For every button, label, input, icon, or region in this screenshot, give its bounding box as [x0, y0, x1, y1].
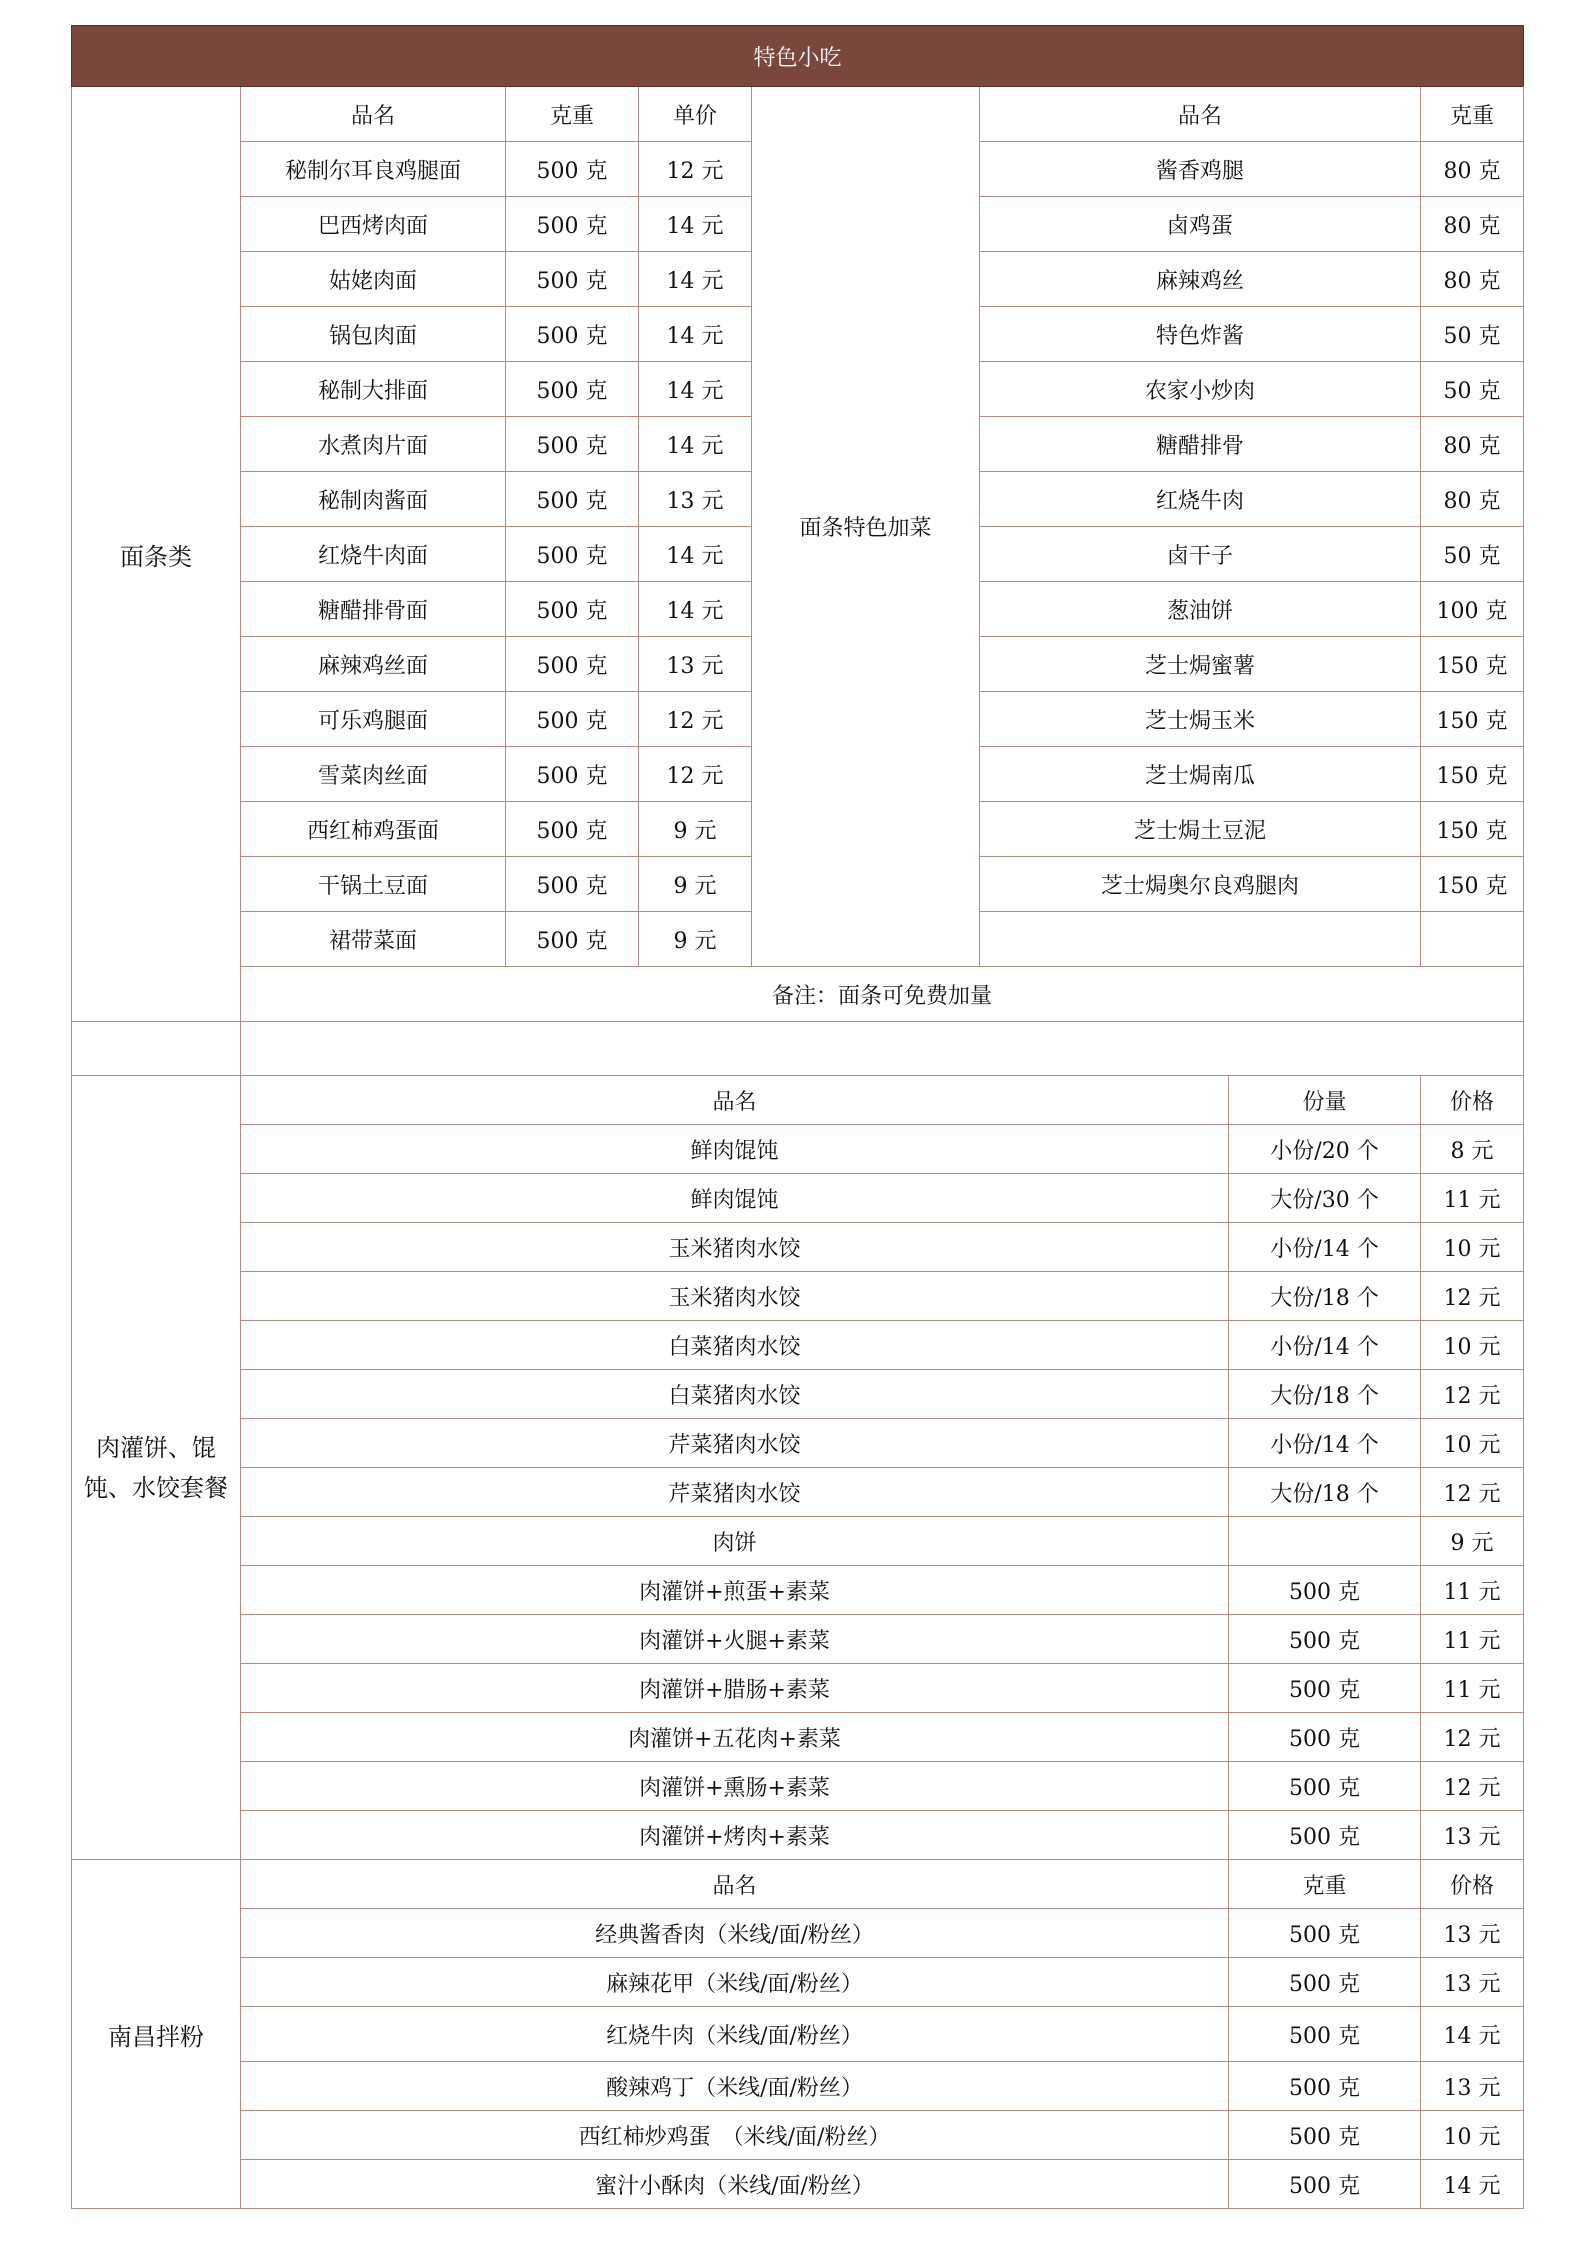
addon-name: 特色炸酱	[980, 307, 1421, 362]
item-price: 14 元	[639, 527, 752, 582]
item-name: 白菜猪肉水饺	[241, 1321, 1229, 1370]
item-weight: 500 克	[1229, 1909, 1421, 1958]
item-price: 10 元	[1421, 2111, 1524, 2160]
addon-weight: 80 克	[1421, 197, 1524, 252]
addon-name	[980, 912, 1421, 967]
addon-name: 芝士焗蜜薯	[980, 637, 1421, 692]
item-weight: 500 克	[506, 362, 639, 417]
item-name: 肉灌饼+烤肉+素菜	[241, 1811, 1229, 1860]
item-price: 13 元	[1421, 1811, 1524, 1860]
item-price: 13 元	[1421, 2062, 1524, 2111]
item-portion	[1229, 1517, 1421, 1566]
item-price: 12 元	[1421, 1713, 1524, 1762]
addon-weight: 50 克	[1421, 307, 1524, 362]
addon-weight: 50 克	[1421, 362, 1524, 417]
item-name: 鲜肉馄饨	[241, 1174, 1229, 1223]
addon-weight: 100 克	[1421, 582, 1524, 637]
menu-title: 特色小吃	[72, 26, 1524, 87]
item-price: 14 元	[639, 582, 752, 637]
item-price: 10 元	[1421, 1223, 1524, 1272]
combo-row	[72, 1566, 1524, 1615]
item-portion: 小份/14 个	[1229, 1223, 1421, 1272]
addon-weight: 80 克	[1421, 417, 1524, 472]
item-price: 10 元	[1421, 1419, 1524, 1468]
addon-name: 酱香鸡腿	[980, 142, 1421, 197]
combo-row	[72, 1811, 1524, 1860]
rice-row	[72, 2160, 1524, 2209]
item-weight: 500 克	[506, 197, 639, 252]
item-price: 12 元	[1421, 1762, 1524, 1811]
column-header-name: 品名	[241, 1076, 1229, 1125]
item-name: 白菜猪肉水饺	[241, 1370, 1229, 1419]
addon-name: 芝士焗奥尔良鸡腿肉	[980, 857, 1421, 912]
column-header-price: 价格	[1421, 1860, 1524, 1909]
addon-name: 芝士焗土豆泥	[980, 802, 1421, 857]
item-name: 秘制大排面	[241, 362, 506, 417]
item-price: 13 元	[639, 472, 752, 527]
item-name: 芹菜猪肉水饺	[241, 1419, 1229, 1468]
combo-row	[72, 1272, 1524, 1321]
item-price: 11 元	[1421, 1174, 1524, 1223]
item-name: 锅包肉面	[241, 307, 506, 362]
item-price: 13 元	[1421, 1909, 1524, 1958]
addon-name: 芝士焗玉米	[980, 692, 1421, 747]
item-price: 14 元	[639, 417, 752, 472]
item-price: 12 元	[639, 747, 752, 802]
item-price: 14 元	[1421, 2160, 1524, 2209]
item-portion: 大份/18 个	[1229, 1272, 1421, 1321]
addon-weight: 150 克	[1421, 857, 1524, 912]
item-price: 11 元	[1421, 1566, 1524, 1615]
combo-row	[72, 1615, 1524, 1664]
item-weight: 500 克	[506, 747, 639, 802]
column-header-weight: 克重	[1421, 87, 1524, 142]
item-name: 麻辣鸡丝面	[241, 637, 506, 692]
combo-row	[72, 1517, 1524, 1566]
noodles-header-row	[72, 87, 1524, 142]
item-price: 13 元	[1421, 1958, 1524, 2007]
item-name: 玉米猪肉水饺	[241, 1223, 1229, 1272]
item-weight: 500 克	[506, 142, 639, 197]
addon-weight: 150 克	[1421, 637, 1524, 692]
item-price: 12 元	[639, 142, 752, 197]
item-name: 酸辣鸡丁（米线/面/粉丝）	[241, 2062, 1229, 2111]
item-name: 玉米猪肉水饺	[241, 1272, 1229, 1321]
item-name: 秘制尔耳良鸡腿面	[241, 142, 506, 197]
rice-row	[72, 2062, 1524, 2111]
item-portion: 500 克	[1229, 1566, 1421, 1615]
combo-row	[72, 1713, 1524, 1762]
addon-name: 卤干子	[980, 527, 1421, 582]
addon-name: 麻辣鸡丝	[980, 252, 1421, 307]
column-header-name: 品名	[980, 87, 1421, 142]
empty-cell	[72, 1022, 241, 1076]
item-weight: 500 克	[506, 527, 639, 582]
item-weight: 500 克	[1229, 2160, 1421, 2209]
column-header-price: 价格	[1421, 1076, 1524, 1125]
item-price: 14 元	[639, 362, 752, 417]
item-portion: 大份/18 个	[1229, 1370, 1421, 1419]
item-name: 肉灌饼+熏肠+素菜	[241, 1762, 1229, 1811]
item-price: 8 元	[1421, 1125, 1524, 1174]
item-name: 经典酱香肉（米线/面/粉丝）	[241, 1909, 1229, 1958]
item-portion: 500 克	[1229, 1615, 1421, 1664]
item-portion: 小份/14 个	[1229, 1419, 1421, 1468]
item-price: 10 元	[1421, 1321, 1524, 1370]
item-name: 肉灌饼+火腿+素菜	[241, 1615, 1229, 1664]
item-price: 14 元	[639, 307, 752, 362]
item-price: 9 元	[1421, 1517, 1524, 1566]
column-header-weight: 克重	[506, 87, 639, 142]
addon-name: 葱油饼	[980, 582, 1421, 637]
item-weight: 500 克	[506, 252, 639, 307]
item-weight: 500 克	[506, 692, 639, 747]
item-price: 13 元	[639, 637, 752, 692]
addon-name: 芝士焗南瓜	[980, 747, 1421, 802]
item-price: 14 元	[639, 252, 752, 307]
item-name: 姑姥肉面	[241, 252, 506, 307]
addon-name: 糖醋排骨	[980, 417, 1421, 472]
item-weight: 500 克	[506, 307, 639, 362]
item-portion: 小份/20 个	[1229, 1125, 1421, 1174]
item-portion: 大份/18 个	[1229, 1468, 1421, 1517]
addon-weight	[1421, 912, 1524, 967]
combo-header-row	[72, 1076, 1524, 1125]
item-portion: 大份/30 个	[1229, 1174, 1421, 1223]
rice-row	[72, 2007, 1524, 2062]
item-name: 芹菜猪肉水饺	[241, 1468, 1229, 1517]
item-name: 干锅土豆面	[241, 857, 506, 912]
item-portion: 小份/14 个	[1229, 1321, 1421, 1370]
combo-row	[72, 1762, 1524, 1811]
combo-row	[72, 1223, 1524, 1272]
item-weight: 500 克	[506, 912, 639, 967]
menu-page	[71, 25, 1523, 2209]
addon-label: 面条特色加菜	[752, 87, 980, 967]
spacer-row	[72, 1022, 1524, 1076]
column-header-price: 单价	[639, 87, 752, 142]
combo-row	[72, 1125, 1524, 1174]
addon-weight: 150 克	[1421, 747, 1524, 802]
item-portion: 500 克	[1229, 1811, 1421, 1860]
column-header-name: 品名	[241, 1860, 1229, 1909]
item-price: 12 元	[639, 692, 752, 747]
combo-row	[72, 1468, 1524, 1517]
addon-weight: 150 克	[1421, 802, 1524, 857]
item-portion: 500 克	[1229, 1664, 1421, 1713]
item-price: 9 元	[639, 912, 752, 967]
item-weight: 500 克	[1229, 2007, 1421, 2062]
item-name: 裙带菜面	[241, 912, 506, 967]
item-price: 12 元	[1421, 1272, 1524, 1321]
addon-weight: 80 克	[1421, 472, 1524, 527]
item-name: 西红柿炒鸡蛋 （米线/面/粉丝）	[241, 2111, 1229, 2160]
addon-weight: 150 克	[1421, 692, 1524, 747]
note-row	[72, 967, 1524, 1022]
noodle-note: 备注：面条可免费加量	[241, 967, 1524, 1022]
item-price: 11 元	[1421, 1664, 1524, 1713]
item-name: 水煮肉片面	[241, 417, 506, 472]
item-name: 西红柿鸡蛋面	[241, 802, 506, 857]
category-rice-noodles: 南昌拌粉	[72, 1860, 241, 2209]
column-header-portion: 份量	[1229, 1076, 1421, 1125]
rice-header-row	[72, 1860, 1524, 1909]
item-name: 雪菜肉丝面	[241, 747, 506, 802]
combo-row	[72, 1664, 1524, 1713]
item-price: 9 元	[639, 802, 752, 857]
item-weight: 500 克	[506, 857, 639, 912]
item-name: 肉饼	[241, 1517, 1229, 1566]
combo-row	[72, 1370, 1524, 1419]
item-price: 9 元	[639, 857, 752, 912]
rice-row	[72, 2111, 1524, 2160]
item-weight: 500 克	[1229, 2111, 1421, 2160]
addon-name: 农家小炒肉	[980, 362, 1421, 417]
item-price: 14 元	[1421, 2007, 1524, 2062]
item-price: 11 元	[1421, 1615, 1524, 1664]
combo-row	[72, 1419, 1524, 1468]
menu-table	[71, 25, 1524, 2209]
addon-name: 红烧牛肉	[980, 472, 1421, 527]
item-weight: 500 克	[506, 582, 639, 637]
item-name: 鲜肉馄饨	[241, 1125, 1229, 1174]
item-name: 红烧牛肉面	[241, 527, 506, 582]
item-portion: 500 克	[1229, 1713, 1421, 1762]
rice-row	[72, 1958, 1524, 2007]
addon-weight: 50 克	[1421, 527, 1524, 582]
item-price: 12 元	[1421, 1468, 1524, 1517]
addon-weight: 80 克	[1421, 252, 1524, 307]
item-name: 巴西烤肉面	[241, 197, 506, 252]
item-name: 肉灌饼+煎蛋+素菜	[241, 1566, 1229, 1615]
addon-name: 卤鸡蛋	[980, 197, 1421, 252]
category-noodles: 面条类	[72, 87, 241, 1022]
combo-row	[72, 1174, 1524, 1223]
item-name: 可乐鸡腿面	[241, 692, 506, 747]
item-name: 蜜汁小酥肉（米线/面/粉丝）	[241, 2160, 1229, 2209]
item-price: 14 元	[639, 197, 752, 252]
item-weight: 500 克	[1229, 2062, 1421, 2111]
item-name: 秘制肉酱面	[241, 472, 506, 527]
category-combo: 肉灌饼、馄饨、水饺套餐	[72, 1076, 241, 1860]
item-name: 糖醋排骨面	[241, 582, 506, 637]
item-portion: 500 克	[1229, 1762, 1421, 1811]
item-name: 麻辣花甲（米线/面/粉丝）	[241, 1958, 1229, 2007]
item-weight: 500 克	[1229, 1958, 1421, 2007]
column-header-weight: 克重	[1229, 1860, 1421, 1909]
item-name: 肉灌饼+腊肠+素菜	[241, 1664, 1229, 1713]
item-weight: 500 克	[506, 417, 639, 472]
item-name: 肉灌饼+五花肉+素菜	[241, 1713, 1229, 1762]
rice-row	[72, 1909, 1524, 1958]
addon-weight: 80 克	[1421, 142, 1524, 197]
item-name: 红烧牛肉（米线/面/粉丝）	[241, 2007, 1229, 2062]
item-weight: 500 克	[506, 472, 639, 527]
item-weight: 500 克	[506, 637, 639, 692]
combo-row	[72, 1321, 1524, 1370]
item-weight: 500 克	[506, 802, 639, 857]
empty-cell	[241, 1022, 1524, 1076]
item-price: 12 元	[1421, 1370, 1524, 1419]
column-header-name: 品名	[241, 87, 506, 142]
